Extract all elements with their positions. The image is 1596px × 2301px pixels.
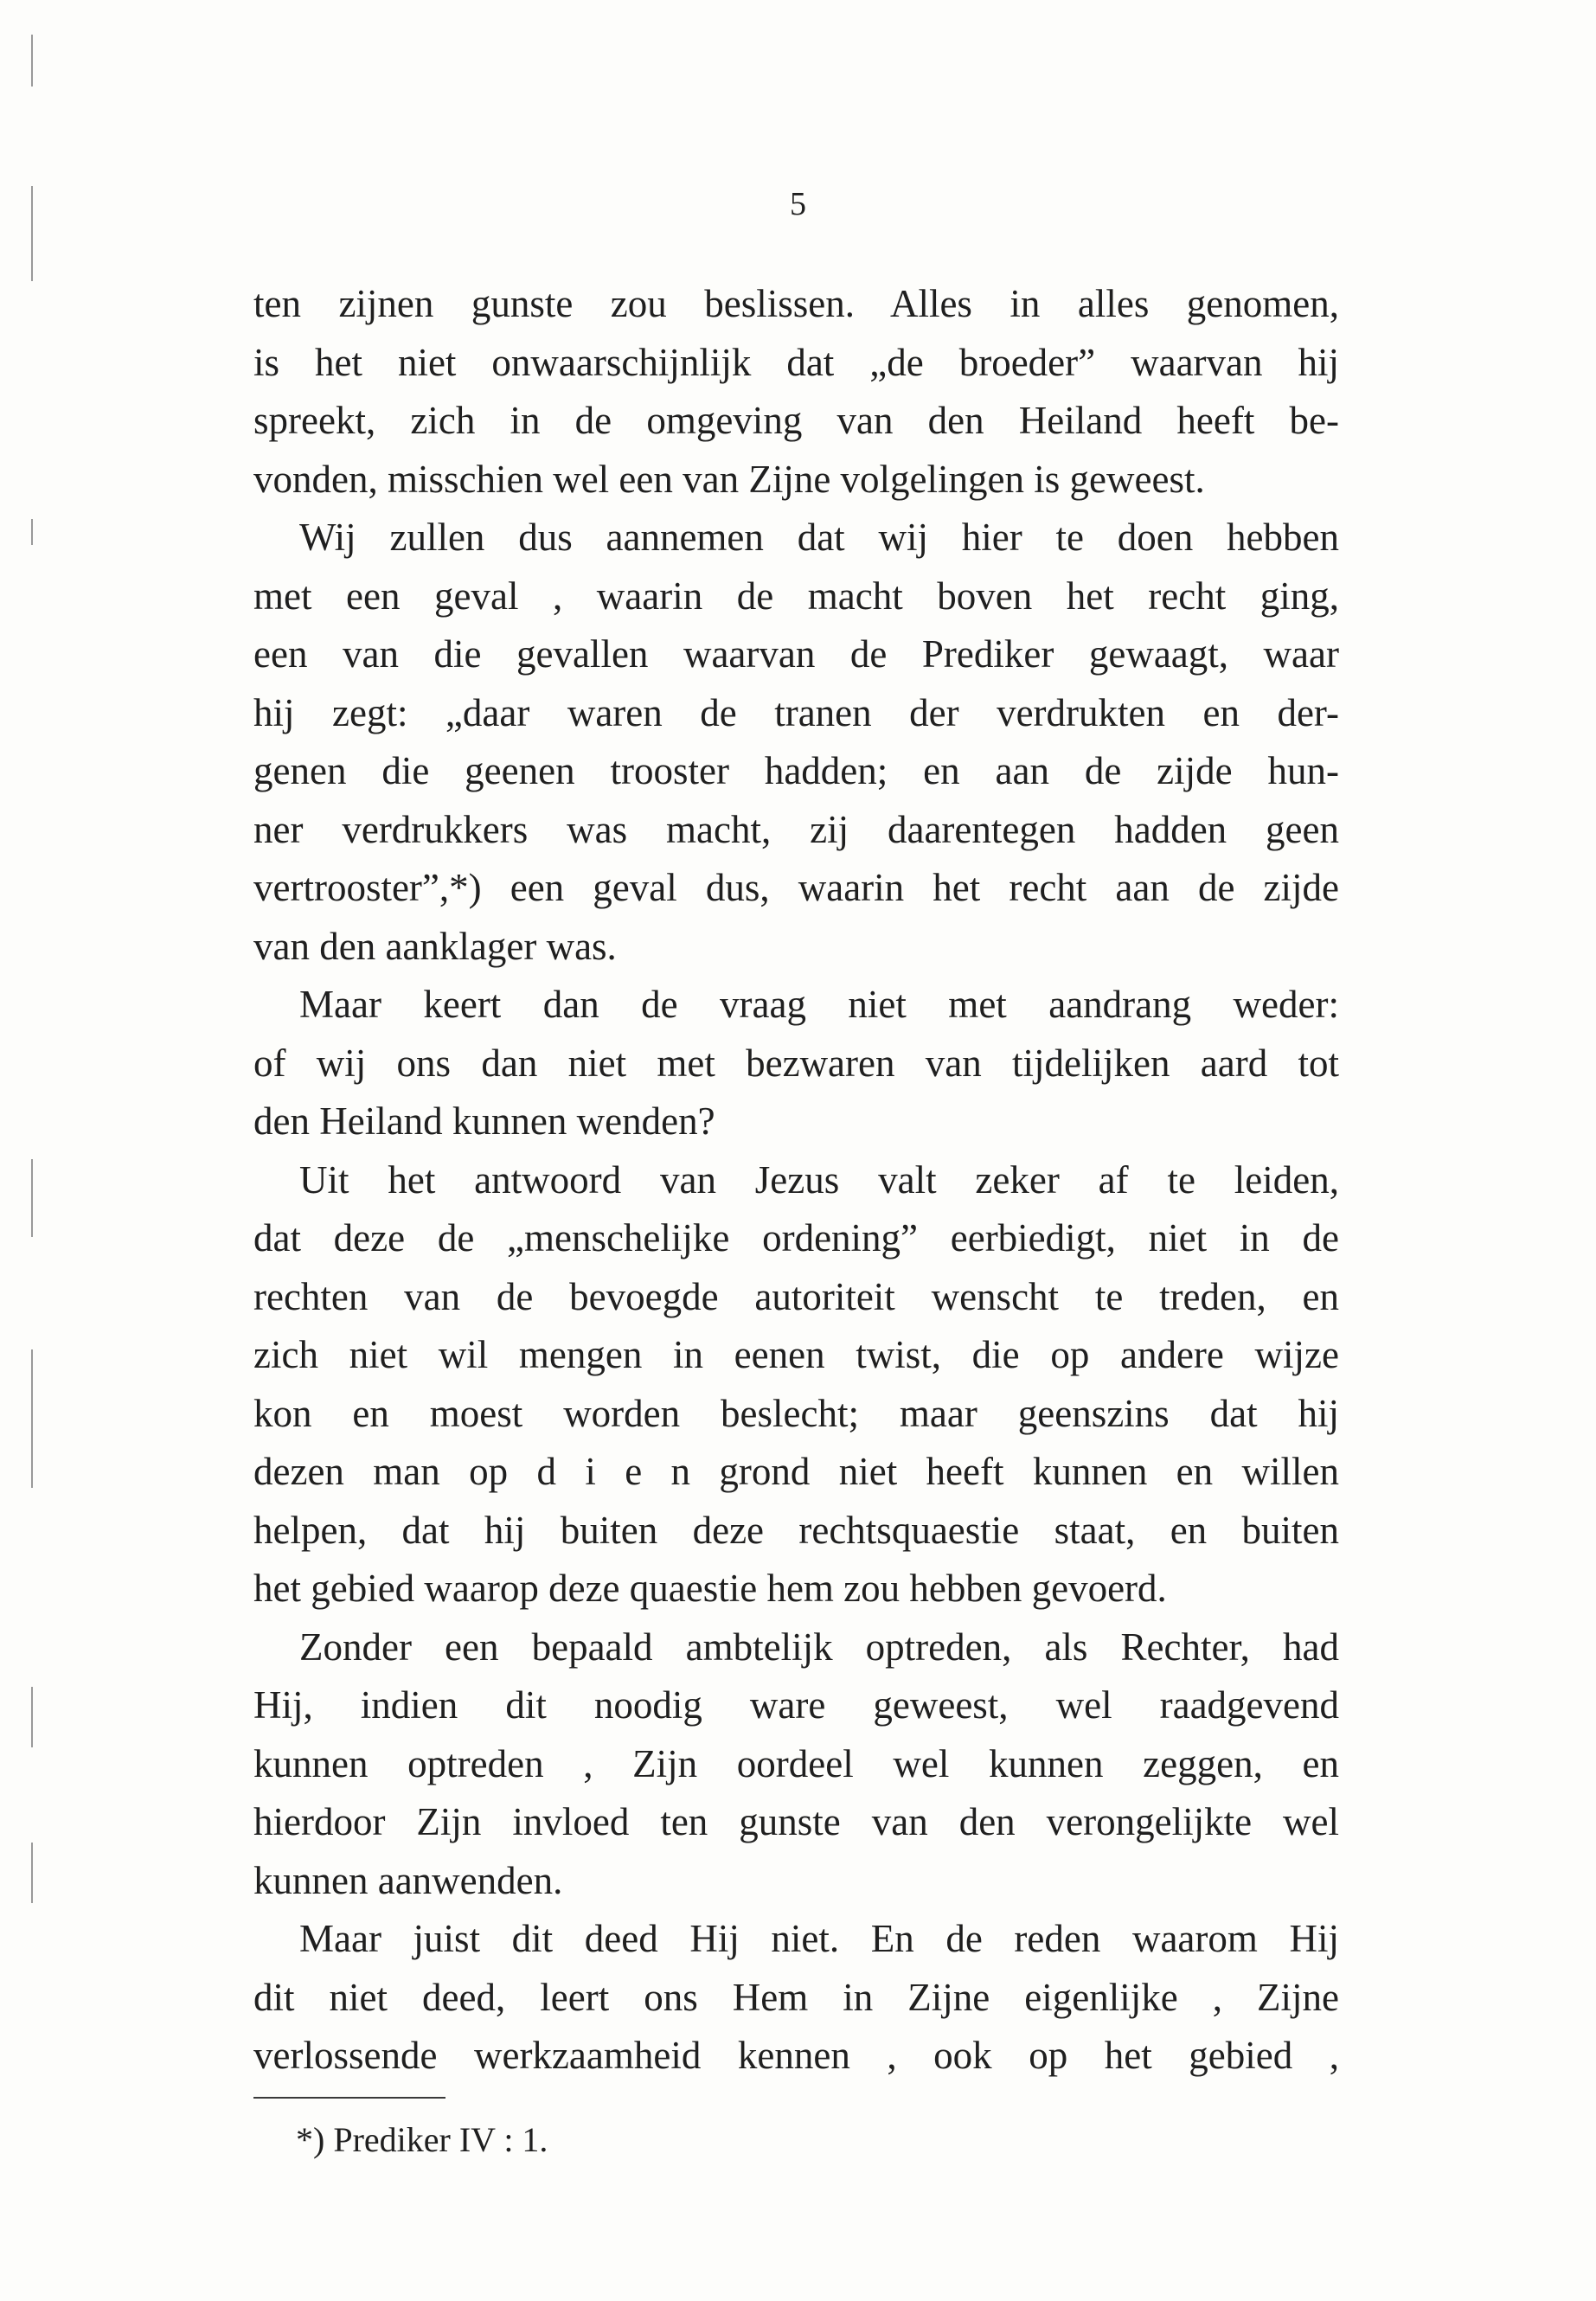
scan-margin-mark [31, 1687, 33, 1747]
paragraph [253, 1910, 1339, 2086]
text-line: kunnen aanwenden. [253, 1858, 563, 1902]
paragraph [253, 509, 1339, 976]
text-line: helpen, dat hij buiten deze rechtsquaestie staat, en buiten [253, 1508, 1339, 1552]
text-line: verlossende werkzaamheid kennen , ook op het gebied , [253, 2034, 1339, 2077]
text-line: van den aanklager was. [253, 924, 617, 968]
text-line: Maar juist dit deed Hij niet. En de reden waarom Hij [299, 1917, 1339, 1960]
paragraph [253, 1618, 1339, 1911]
text-line: vonden, misschien wel een van Zijne volgelingen is geweest. [253, 457, 1205, 501]
text-line: ten zijnen gunste zou beslissen. Alles in alles genomen, [253, 282, 1339, 325]
scan-margin-mark [31, 35, 33, 87]
text-line: is het niet onwaarschijnlijk dat „de broeder” waarvan hij [253, 340, 1339, 384]
paragraph [253, 275, 1339, 509]
text-line: den Heiland kunnen wenden? [253, 1099, 715, 1143]
text-line: Zonder een bepaald ambtelijk optreden, als Rechter, had [299, 1625, 1339, 1669]
scan-margin-mark [31, 1349, 33, 1488]
page-number: 5 [790, 186, 806, 222]
text-line: rechten van de bevoegde autoriteit wenscht te treden, en [253, 1274, 1339, 1318]
text-line: Wij zullen dus aannemen dat wij hier te doen hebben [299, 516, 1339, 559]
text-line: zich niet wil mengen in eenen twist, die op andere wijze [253, 1333, 1339, 1376]
text-line: Maar keert dan de vraag niet met aandrang weder: [299, 983, 1339, 1026]
text-line: met een geval , waarin de macht boven het recht ging, [253, 574, 1339, 618]
text-line: dit niet deed, leert ons Hem in Zijne eigenlijke , Zijne [253, 1975, 1339, 2019]
scan-margin-mark [31, 1843, 33, 1903]
text-line: dat deze de „menschelijke ordening” eerbiedigt, niet in de [253, 1216, 1339, 1259]
text-line: het gebied waarop deze quaestie hem zou hebben gevoerd. [253, 1567, 1167, 1610]
text-line: ner verdrukkers was macht, zij daarentegen hadden geen [253, 807, 1339, 851]
text-line: vertrooster”,*) een geval dus, waarin het recht aan de zijde [253, 866, 1339, 909]
text-line: Hij, indien dit noodig ware geweest, wel raadgevend [253, 1683, 1339, 1727]
body-text [253, 275, 1339, 2086]
paragraph [253, 976, 1339, 1151]
text-line: kon en moest worden beslecht; maar geenszins dat hij [253, 1391, 1339, 1435]
scan-margin-mark [31, 519, 33, 545]
text-line: Uit het antwoord van Jezus valt zeker af te leiden, [299, 1157, 1339, 1202]
text-line: hij zegt: „daar waren de tranen der verdrukten en der- [253, 690, 1339, 734]
text-line: een van die gevallen waarvan de Prediker gewaagt, waar [253, 632, 1339, 676]
scan-margin-mark [31, 1159, 33, 1237]
text-line: hierdoor Zijn invloed ten gunste van den verongelijkte wel [253, 1800, 1339, 1843]
footnote: *) Prediker IV : 1. [296, 2120, 548, 2159]
text-line: dezen man op d i e n grond niet heeft kunnen en willen [253, 1450, 1339, 1493]
paragraph [253, 1151, 1339, 1618]
text-line: genen die geenen trooster hadden; en aan de zijde hun- [253, 749, 1339, 792]
text-line: of wij ons dan niet met bezwaren van tijdelijken aard tot [253, 1041, 1339, 1085]
text-line: spreekt, zich in de omgeving van den Heiland heeft be- [253, 399, 1339, 442]
text-line: kunnen optreden , Zijn oordeel wel kunnen zeggen, en [253, 1741, 1339, 1785]
footnote-rule [253, 2097, 445, 2099]
